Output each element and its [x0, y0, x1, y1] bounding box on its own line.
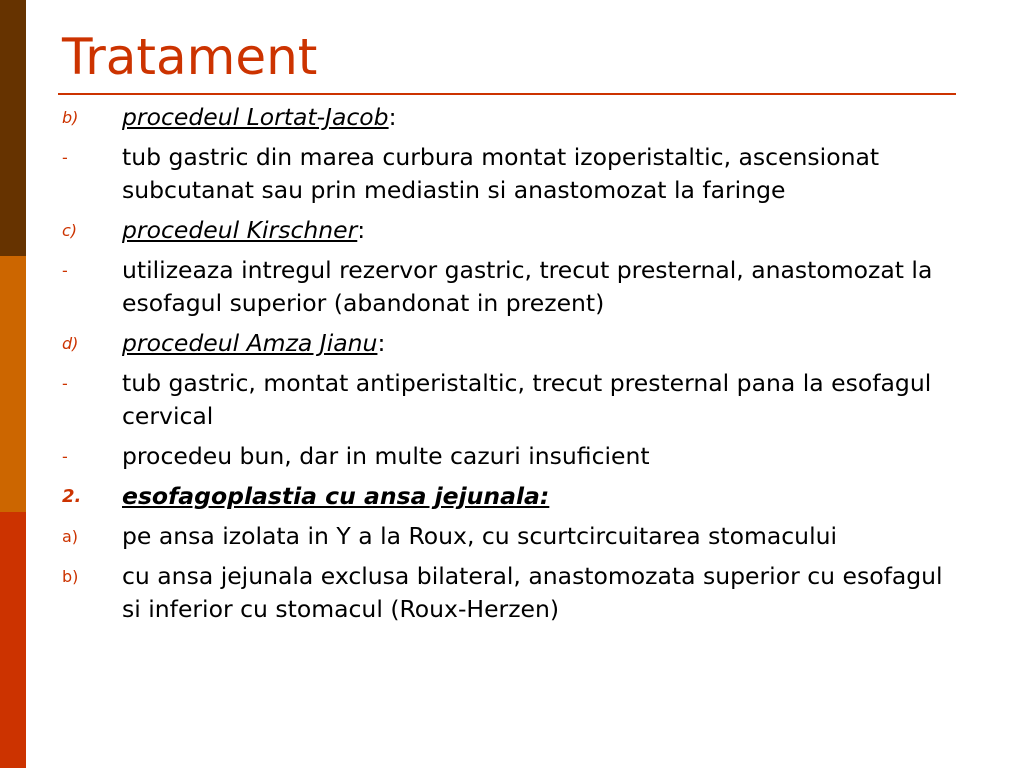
list-item-roux-y [58, 520, 968, 553]
slide-body [58, 101, 968, 633]
dash-marker: - [62, 148, 68, 167]
slide-title: Tratament [62, 28, 318, 86]
list-marker: d) [62, 334, 79, 353]
list-item-detail [58, 254, 968, 320]
procedure-name-amza-jianu: procedeul Amza Jianu [122, 329, 378, 357]
sidebar-accent-bar [0, 0, 26, 768]
heading-colon: : [357, 216, 366, 244]
sidebar-segment-middle [0, 256, 26, 512]
list-marker: b) [62, 108, 79, 127]
list-marker: b) [62, 567, 79, 586]
heading-colon: : [388, 103, 397, 131]
dash-marker: - [62, 374, 68, 393]
detail-text: tub gastric, montat antiperistaltic, trecut presternal pana la esofagul cervical [122, 369, 932, 430]
detail-text: procedeu bun, dar in multe cazuri insuficient [122, 442, 650, 470]
numbered-marker: 2. [62, 486, 82, 507]
list-item-kirschner [58, 214, 968, 247]
list-item-roux-herzen [58, 560, 968, 626]
list-marker: a) [62, 527, 79, 546]
sidebar-segment-top [0, 0, 26, 256]
heading-colon: : [377, 329, 386, 357]
sidebar-segment-bottom [0, 512, 26, 768]
list-item-amza-jianu [58, 327, 968, 360]
list-item-detail [58, 440, 968, 473]
detail-text: tub gastric din marea curbura montat izoperistaltic, ascensionat subcutanat sau prin mediastin si anastomozat la faringe [122, 143, 880, 204]
list-item-lortat-jacob [58, 101, 968, 134]
dash-marker: - [62, 261, 68, 280]
list-item-detail [58, 367, 968, 433]
detail-text: pe ansa izolata in Y a la Roux, cu scurtcircuitarea stomacului [122, 522, 838, 550]
list-item-detail [58, 141, 968, 207]
section-heading-esofagoplastia: esofagoplastia cu ansa jejunala: [122, 482, 550, 510]
dash-marker: - [62, 447, 68, 466]
procedure-name-kirschner: procedeul Kirschner [122, 216, 358, 244]
procedure-name-lortat-jacob: procedeul Lortat-Jacob [122, 103, 389, 131]
detail-text: cu ansa jejunala exclusa bilateral, anastomozata superior cu esofagul si inferior cu stomacul (Roux-Herzen) [122, 562, 943, 623]
list-marker: c) [62, 221, 78, 240]
title-underline-rule [58, 93, 956, 95]
list-item-jejunal-esophagoplasty [58, 480, 968, 513]
detail-text: utilizeaza intregul rezervor gastric, trecut presternal, anastomozat la esofagul superior (abandonat in prezent) [122, 256, 933, 317]
